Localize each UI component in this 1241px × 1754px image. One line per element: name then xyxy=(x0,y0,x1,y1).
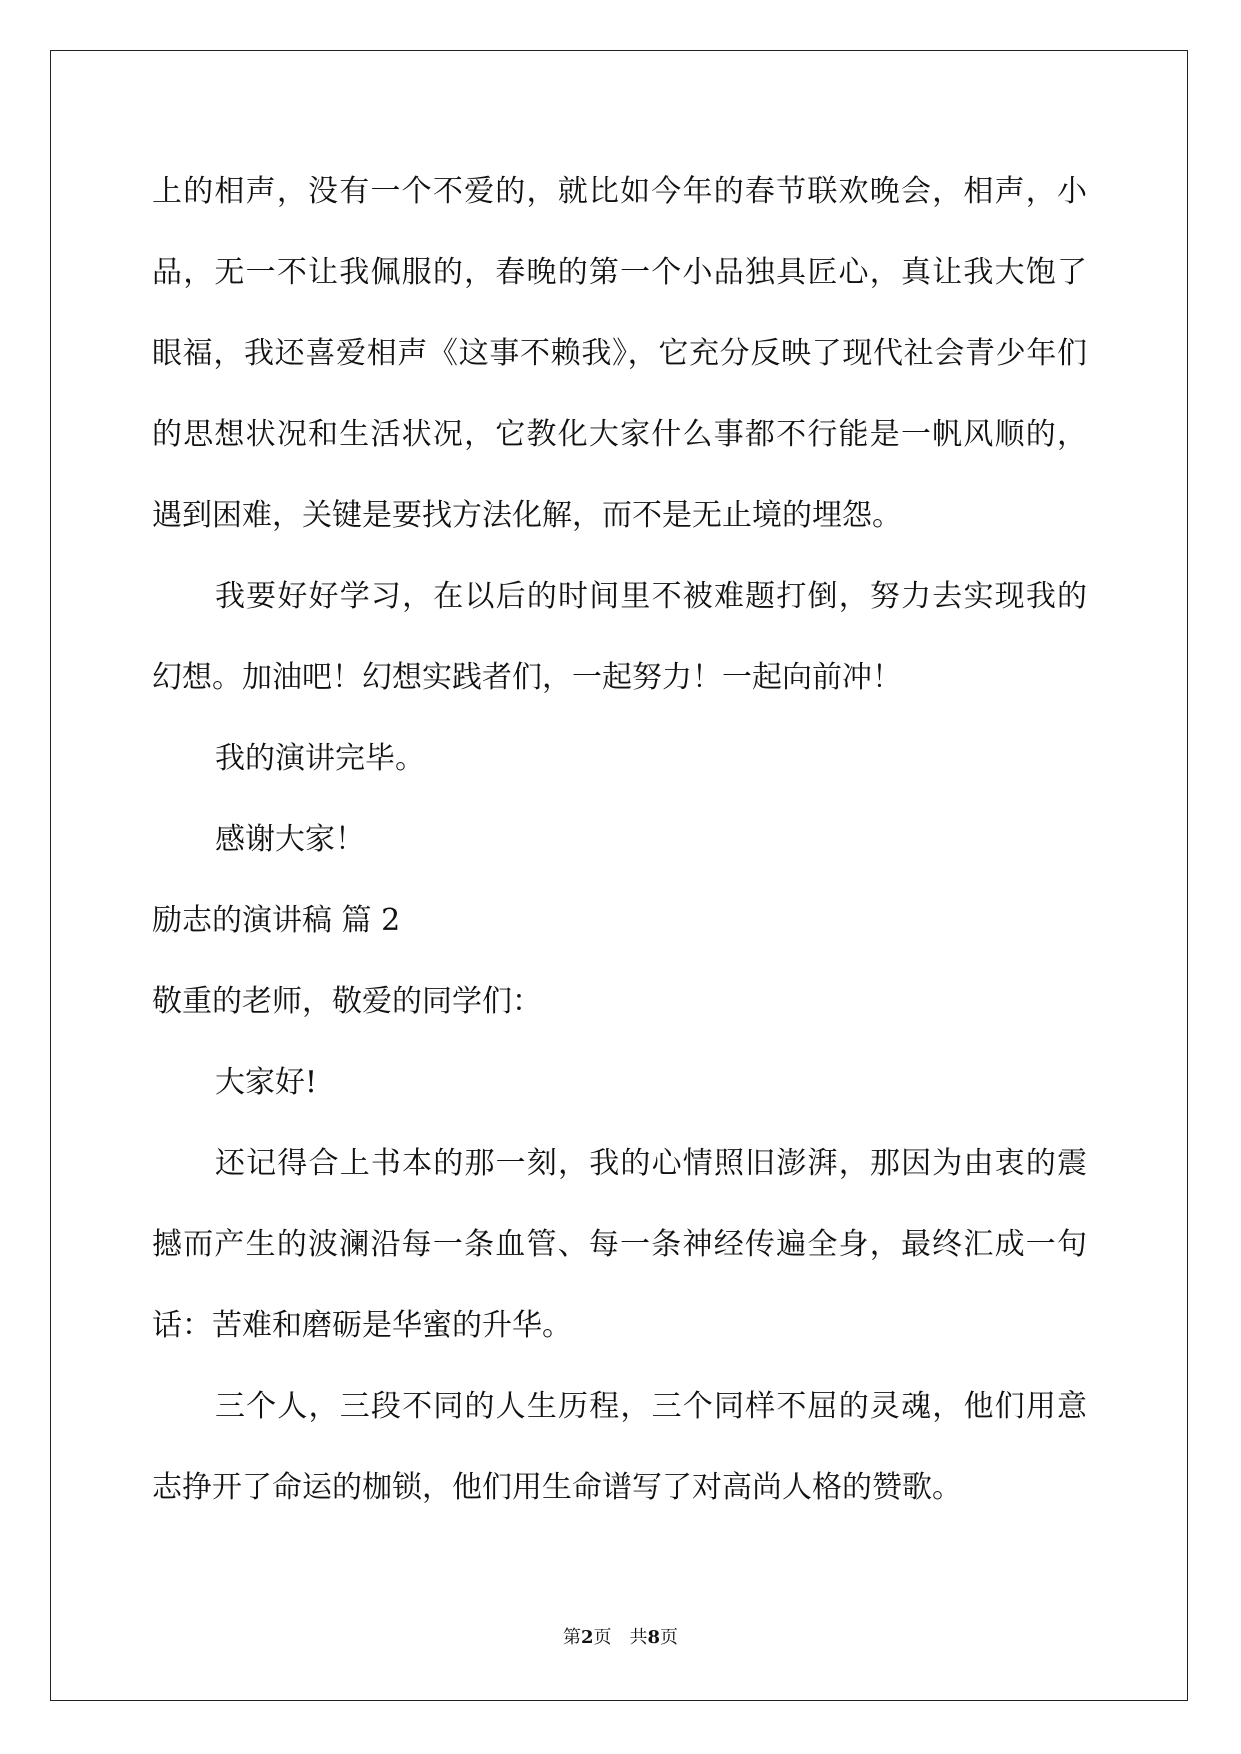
footer-page-number: 2 xyxy=(580,1627,594,1648)
footer-prefix: 第 xyxy=(562,1627,581,1648)
footer-total-pages: 8 xyxy=(647,1627,661,1648)
body-line: 三个人，三段不同的人生历程，三个同样不屈的灵魂，他们用意 xyxy=(215,1389,1087,1424)
body-line: 我的演讲完毕。 xyxy=(215,741,425,776)
body-line: 品，无一不让我佩服的，春晚的第一个小品独具匠心，真让我大饱了 xyxy=(152,255,1087,290)
body-line: 撼而产生的波澜沿每一条血管、每一条神经传遍全身，最终汇成一句 xyxy=(152,1227,1087,1262)
body-line: 幻想。加油吧！幻想实践者们，一起努力！一起向前冲！ xyxy=(152,660,902,695)
footer-suffix: 页 xyxy=(660,1627,679,1648)
body-line: 话：苦难和磨砺是华蜜的升华。 xyxy=(152,1308,572,1343)
body-line: 的思想状况和生活状况，它教化大家什么事都不行能是一帆风顺的， xyxy=(152,417,1087,452)
body-line: 眼福，我还喜爱相声《这事不赖我》，它充分反映了现代社会青少年们 xyxy=(152,336,1087,371)
salutation: 敬重的老师，敬爱的同学们： xyxy=(152,984,542,1019)
greeting: 大家好! xyxy=(215,1065,318,1100)
body-line: 遇到困难，关键是要找方法化解，而不是无止境的埋怨。 xyxy=(152,498,902,533)
page-border xyxy=(50,50,1188,1701)
section-heading: 励志的演讲稿 篇 2 xyxy=(152,903,401,938)
body-line: 上的相声，没有一个不爱的，就比如今年的春节联欢晚会，相声，小 xyxy=(152,174,1087,209)
body-line: 我要好好学习，在以后的时间里不被难题打倒，努力去实现我的 xyxy=(215,579,1087,614)
body-line: 志挣开了命运的枷锁，他们用生命谱写了对高尚人格的赞歌。 xyxy=(152,1470,962,1505)
body-line: 感谢大家！ xyxy=(215,822,365,857)
body-line: 还记得合上书本的那一刻，我的心情照旧澎湃，那因为由衷的震 xyxy=(215,1146,1087,1181)
footer-mid: 页 共 xyxy=(593,1627,648,1648)
page-footer xyxy=(0,1623,1241,1649)
